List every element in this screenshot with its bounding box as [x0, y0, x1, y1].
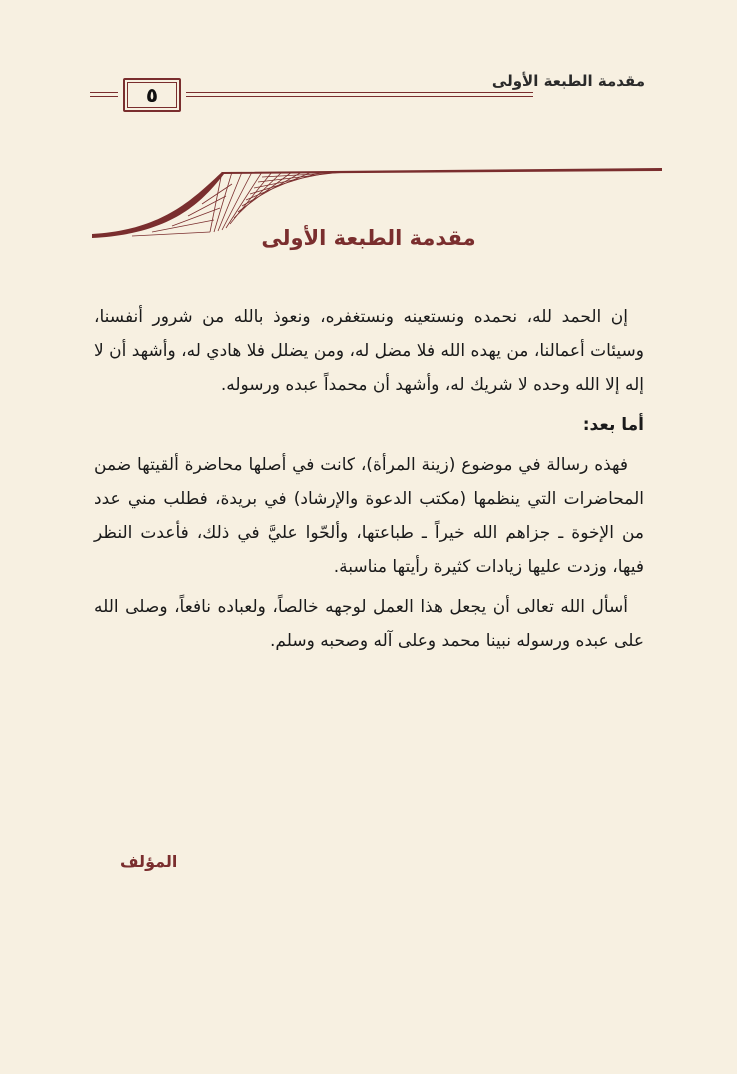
paragraph-about-treatise: فهذه رسالة في موضوع (زينة المرأة)، كانت في أصلها محاضرة ألقيتها ضمن المحاضرات التي ينظمها (مكتب الدعوة والإرشاد) في بريدة، فطلب مني عدد من الإخوة ـ جزاهم الله خيراً ـ طباعتها، وألحّوا عليَّ في ذلك، فأعدت النظر فيها، وزدت عليها زيادات كثيرة رأيتها مناسبة. — [94, 455, 644, 577]
paragraph-closing-prayer: أسأل الله تعالى أن يجعل هذا العمل لوجهه خالصاً، ولعباده نافعاً، وصلى الله على عبده ورسوله نبينا محمد وعلى آله وصحبه وسلم. — [94, 597, 644, 651]
author-signature: المؤلف — [120, 852, 178, 871]
running-title: مقدمة الطبعة الأولى — [491, 72, 645, 90]
header-rule-bottom — [186, 96, 533, 97]
page-number-badge — [123, 78, 181, 112]
body-text — [94, 300, 644, 664]
paragraph-amma-baad: أما بعد: — [582, 415, 644, 435]
page-number: ٥ — [145, 83, 159, 107]
running-header — [90, 72, 645, 112]
header-rule-left-top — [90, 92, 118, 93]
section-title: مقدمة الطبعة الأولى — [261, 226, 476, 250]
header-rule-left-bottom — [90, 96, 118, 97]
paragraph-opening: إن الحمد لله، نحمده ونستعينه ونستغفره، ونعوذ بالله من شرور أنفسنا، وسيئات أعمالنا، من يهده الله فلا مضل له، ومن يضلل فلا هادي له، وأشهد أن لا إله إلا الله وحده لا شريك له، وأشهد أن محمداً عبده ورسوله. — [94, 307, 644, 395]
header-rule-top — [186, 92, 533, 93]
